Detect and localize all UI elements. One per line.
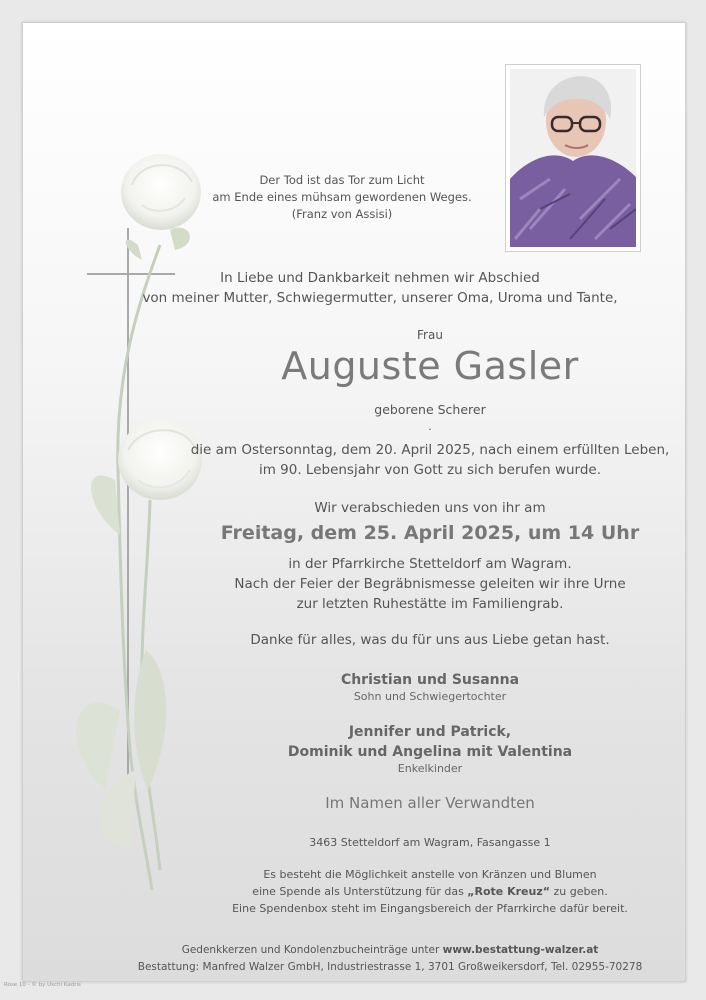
mourner-names: Jennifer und Patrick, xyxy=(348,724,512,740)
funeral-date: Freitag, dem 25. April 2025, um 14 Uhr xyxy=(220,522,640,544)
footer-line: Bestattung: Manfred Walzer GmbH, Industriestrasse 1, 3701 Großweikersdorf, Tel. 02955-70278 xyxy=(137,961,643,973)
intro-line: In Liebe und Dankbarkeit nehmen wir Abschied xyxy=(220,270,540,286)
mourner-relation: Enkelkinder xyxy=(397,762,463,775)
salutation: Frau xyxy=(417,328,443,342)
quote-line: am Ende eines mühsam gewordenen Weges. xyxy=(212,190,472,204)
relatives-line: Im Namen aller Verwandten xyxy=(325,794,535,812)
farewell-intro: Wir verabschieden uns von ihr am xyxy=(314,500,546,516)
funeral-details xyxy=(160,554,700,614)
mourner-relation: Sohn und Schwiegertochter xyxy=(353,690,507,703)
death-line: im 90. Lebensjahr von Gott zu sich berufen wurde. xyxy=(258,462,602,478)
intro-text xyxy=(110,268,650,308)
footer-line xyxy=(110,942,670,959)
mourner-names: Christian und Susanna xyxy=(340,672,520,688)
donation-text: eine Spende als Unterstützung für das xyxy=(252,885,468,898)
donation-recipient: „Rote Kreuz“ xyxy=(467,885,550,898)
top-rose xyxy=(121,154,201,230)
footer xyxy=(110,942,670,976)
address: 3463 Stetteldorf am Wagram, Fasangasse 1 xyxy=(309,836,551,849)
portrait-frame xyxy=(505,64,641,252)
funeral-detail-line: in der Pfarrkirche Stetteldorf am Wagram. xyxy=(288,556,572,572)
mourner-names: Dominik und Angelina mit Valentina xyxy=(287,744,573,760)
donation-notice xyxy=(160,866,700,917)
thanks-line: Danke für alles, was du für uns aus Liebe getan hast. xyxy=(250,632,610,648)
mourner-group xyxy=(160,670,700,704)
deceased-name: Auguste Gasler xyxy=(281,344,579,388)
quote-author: (Franz von Assisi) xyxy=(291,207,393,221)
image-credit: Rose 10 - © by Uschi Kadris xyxy=(4,982,81,988)
footer-text: Gedenkkerzen und Kondolenzbucheinträge unter xyxy=(181,944,443,956)
birth-name: geborene Scherer xyxy=(374,402,486,417)
donation-text: zu geben. xyxy=(549,885,608,898)
donation-line xyxy=(160,883,700,900)
funeral-detail-line: zur letzten Ruhestätte im Familiengrab. xyxy=(296,596,564,612)
death-line: die am Ostersonntag, dem 20. April 2025, nach einem erfüllten Leben, xyxy=(190,442,670,458)
separator: . xyxy=(428,420,432,433)
website-link[interactable]: www.bestattung-walzer.at xyxy=(442,944,599,956)
portrait-photo xyxy=(510,69,636,247)
quote-line: Der Tod ist das Tor zum Licht xyxy=(259,173,425,187)
mourner-group xyxy=(160,722,700,776)
quote xyxy=(200,172,484,223)
death-notice xyxy=(160,440,700,480)
donation-line: Eine Spendenbox steht im Eingangsbereich der Pfarrkirche dafür bereit. xyxy=(232,902,628,915)
intro-line: von meiner Mutter, Schwiegermutter, unserer Oma, Uroma und Tante, xyxy=(142,290,618,306)
donation-line: Es besteht die Möglichkeit anstelle von Kränzen und Blumen xyxy=(263,868,597,881)
funeral-detail-line: Nach der Feier der Begräbnismesse geleiten wir ihre Urne xyxy=(234,576,626,592)
